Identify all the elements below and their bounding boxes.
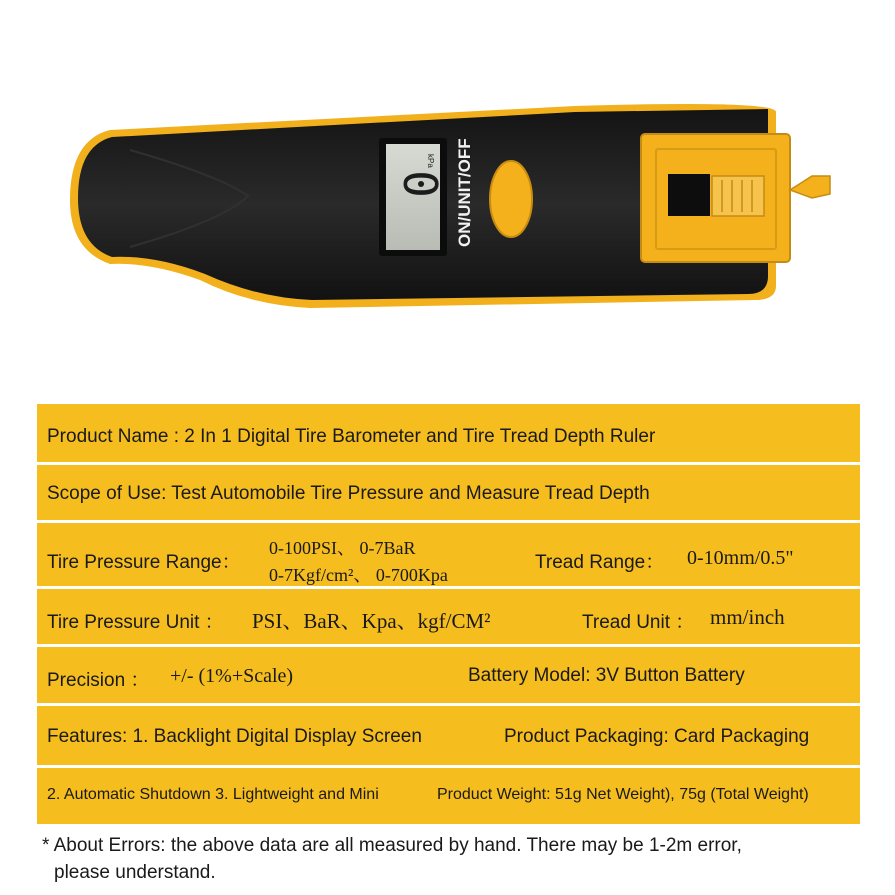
footnote-line1: * About Errors: the above data are all measured by hand. There may be 1-2m error, <box>42 835 742 856</box>
scope-of-use: Scope of Use: Test Automobile Tire Pressure and Measure Tread Depth <box>47 483 650 504</box>
tread-unit-value: mm/inch <box>710 605 785 629</box>
error-footnote <box>42 832 862 886</box>
lcd-reading: 0 <box>393 170 447 198</box>
precision-value: +/- (1%+Scale) <box>170 665 294 687</box>
row-pressure-range <box>37 523 860 589</box>
row-features <box>37 706 860 768</box>
product-image <box>0 0 895 390</box>
tread-range-label: Tread Range： <box>535 552 665 573</box>
lcd-unit: kPa <box>426 154 435 168</box>
precision-label: Precision ： <box>47 670 150 691</box>
product-name: Product Name : 2 In 1 Digital Tire Barometer and Tire Tread Depth Ruler <box>47 426 656 447</box>
spec-table <box>37 404 860 824</box>
tire-pressure-unit-value: PSI、BaR、Kpa、kgf/CM² <box>252 609 491 633</box>
tire-pressure-range-label: Tire Pressure Range： <box>47 552 241 573</box>
tire-pressure-range-line1: 0-100PSI、 0-7BaR <box>269 538 416 558</box>
tread-depth-ruler <box>641 134 830 262</box>
battery-model: Battery Model: 3V Button Battery <box>468 665 745 686</box>
product-weight: Product Weight: 51g Net Weight), 75g (Total Weight) <box>437 786 809 803</box>
footnote-line2: please understand. <box>54 862 216 883</box>
power-button[interactable] <box>490 161 532 237</box>
row-pressure-unit <box>37 589 860 647</box>
row-features-continued <box>37 768 860 824</box>
tread-range-value: 0-10mm/0.5" <box>687 547 794 569</box>
features-line1: Features: 1. Backlight Digital Display Screen <box>47 726 422 747</box>
row-product-name <box>37 404 860 465</box>
row-scope-of-use <box>37 465 860 523</box>
power-unit-button-label: ON/UNIT/OFF <box>455 138 474 247</box>
row-precision <box>37 647 860 706</box>
tire-pressure-unit-label: Tire Pressure Unit ： <box>47 612 224 633</box>
product-packaging: Product Packaging: Card Packaging <box>504 726 810 747</box>
lcd-screen <box>379 138 447 256</box>
features-line2: 2. Automatic Shutdown 3. Lightweight and Mini <box>47 786 379 803</box>
tire-pressure-range-line2: 0-7Kgf/cm²、 0-700Kpa <box>269 565 448 585</box>
tread-unit-label: Tread Unit ： <box>582 612 695 633</box>
